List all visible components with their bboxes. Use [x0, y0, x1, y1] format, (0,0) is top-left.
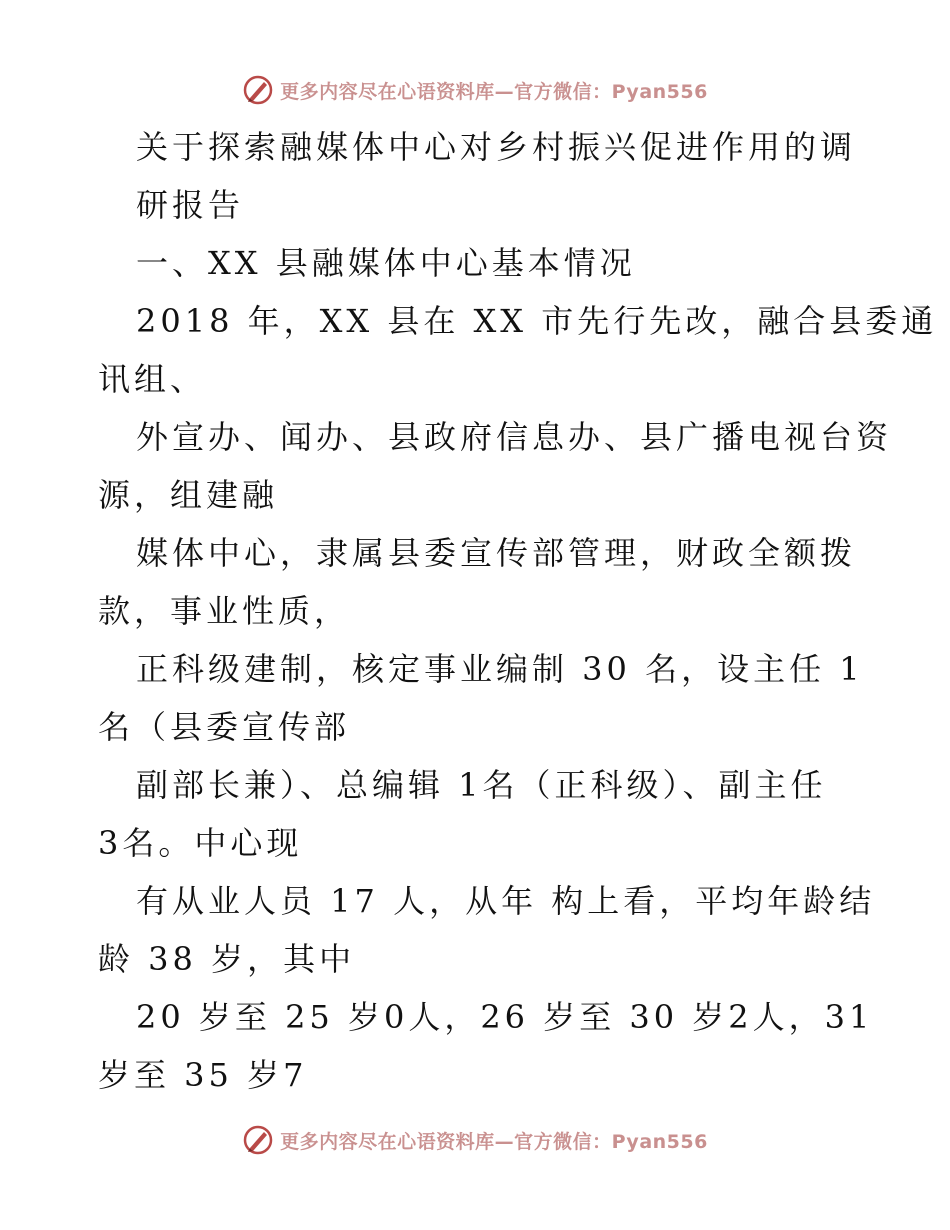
text-line: 媒体中心，隶属县委宣传部管理，财政全额拨 [136, 534, 857, 572]
text-line: 关于探索融媒体中心对乡村振兴促进作用的调 [136, 128, 857, 166]
text-line: 2018 年，XX 县在 XX 市先行先改，融合县委通 [136, 302, 938, 340]
document-body [98, 118, 938, 1104]
text-line: 源，组建融 [98, 476, 279, 514]
text-line: 20 岁至 25 岁0人，26 岁至 30 岁2人，31 [136, 998, 874, 1036]
text-line: 有从业人员 17 人，从年 构上看，平均年龄结 [136, 882, 876, 920]
footer-watermark [0, 1120, 950, 1160]
text-line: 名（县委宣传部 [98, 708, 351, 746]
pen-logo-icon [242, 1124, 274, 1156]
pen-logo-icon [242, 74, 274, 106]
watermark-text: 更多内容尽在心语资料库—官方微信：Pyan556 [280, 1130, 708, 1153]
text-line: 正科级建制，核定事业编制 30 名，设主任 1 [136, 650, 864, 688]
text-line: 外宣办、闻办、县政府信息办、县广播电视台资 [136, 418, 893, 456]
text-line: 讯组、 [98, 360, 207, 398]
text-line: 3名。中心现 [98, 824, 303, 862]
text-line: 款，事业性质， [98, 592, 351, 630]
text-line: 龄 38 岁，其中 [98, 940, 356, 978]
text-line: 一、XX 县融媒体中心基本情况 [136, 244, 636, 282]
watermark-text: 更多内容尽在心语资料库—官方微信：Pyan556 [280, 80, 708, 103]
text-line: 岁至 35 岁7 [98, 1056, 308, 1094]
header-watermark [0, 70, 950, 110]
text-line: 副部长兼）、总编辑 1名（正科级）、副主任 [136, 766, 827, 804]
text-line: 研报告 [136, 186, 245, 224]
